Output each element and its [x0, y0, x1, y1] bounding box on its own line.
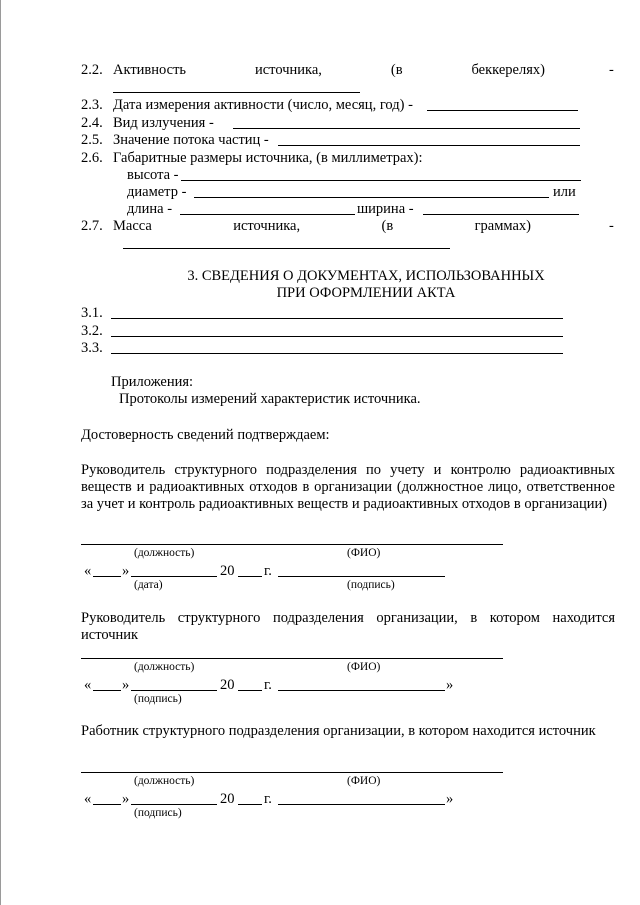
doc-item-line[interactable]: [111, 318, 563, 319]
diameter-label: диаметр -: [127, 184, 187, 200]
date-open-quote: «: [84, 791, 92, 807]
day-field-line[interactable]: [93, 690, 121, 691]
signatory-1-description: Руководитель структурного подразделения по учету и контролю радиоактивных веществ и радиоактивных отходов в организации (должностное лицо, ответственное за учет и контроль радиоактивных веществ и радиоактивных отходов в организации): [81, 462, 615, 512]
word: (в: [390, 62, 403, 78]
date-caption: (дата): [134, 579, 163, 591]
word: Масса: [113, 218, 152, 234]
signatory-1-position-line[interactable]: [81, 544, 503, 545]
position-caption: (должность): [134, 775, 195, 787]
mass-field-line[interactable]: [123, 248, 450, 249]
signature-caption: (подпись): [347, 579, 395, 591]
date-open-quote: «: [84, 563, 92, 579]
length-label: длина -: [127, 201, 173, 217]
position-caption: (должность): [134, 547, 195, 559]
or-label: или: [553, 184, 576, 200]
item-number: 2.2.: [81, 62, 103, 78]
position-caption: (должность): [134, 661, 195, 673]
radiation-type-field-line[interactable]: [233, 128, 580, 129]
confirm-text: Достоверность сведений подтверждаем:: [81, 427, 330, 443]
doc-item-line[interactable]: [111, 353, 563, 354]
width-label: ширина -: [357, 201, 414, 217]
date-close-quote: »: [122, 791, 130, 807]
doc-item-number: 3.1.: [81, 305, 103, 321]
signatory-2-position-line[interactable]: [81, 658, 503, 659]
word: источника,: [254, 62, 322, 78]
year-prefix: 20: [220, 677, 235, 693]
signatory-3-description: Работник структурного подразделения организации, в котором находится источник: [81, 723, 596, 739]
mass-label: [113, 218, 531, 235]
year-suffix: г.: [264, 791, 272, 807]
day-field-line[interactable]: [93, 576, 121, 577]
item-number: 2.6.: [81, 150, 103, 166]
year-field-line[interactable]: [238, 576, 262, 577]
month-field-line[interactable]: [131, 576, 217, 577]
appendix-text: Протоколы измерений характеристик источника.: [119, 391, 421, 407]
height-label: высота -: [127, 167, 179, 183]
section-3-title-line1: 3. СВЕДЕНИЯ О ДОКУМЕНТАХ, ИСПОЛЬЗОВАННЫХ: [187, 268, 545, 284]
word: граммах): [474, 218, 531, 234]
word: беккерелях): [471, 62, 545, 78]
diameter-field-line[interactable]: [194, 197, 549, 198]
year-field-line[interactable]: [238, 804, 262, 805]
signatory-3-position-line[interactable]: [81, 772, 503, 773]
date-close-quote: »: [122, 677, 130, 693]
year-prefix: 20: [220, 563, 235, 579]
date-close-quote: »: [122, 563, 130, 579]
doc-item-line[interactable]: [111, 336, 563, 337]
signature-caption: (подпись): [134, 807, 182, 819]
item-number: 2.4.: [81, 115, 103, 131]
dash: -: [609, 62, 614, 78]
month-field-line[interactable]: [131, 690, 217, 691]
measure-date-field-line[interactable]: [427, 110, 578, 111]
end-close-quote: »: [446, 677, 454, 693]
width-field-line[interactable]: [423, 214, 579, 215]
end-close-quote: »: [446, 791, 454, 807]
flux-field-line[interactable]: [278, 145, 580, 146]
dimensions-label: Габаритные размеры источника, (в миллиметрах):: [113, 150, 423, 166]
radiation-type-label: Вид излучения -: [113, 115, 214, 131]
signature-field-line[interactable]: [278, 576, 445, 577]
year-suffix: г.: [264, 677, 272, 693]
height-field-line[interactable]: [181, 180, 581, 181]
date-open-quote: «: [84, 677, 92, 693]
activity-field-line[interactable]: [113, 92, 360, 93]
signature-field-line[interactable]: [278, 804, 445, 805]
day-field-line[interactable]: [93, 804, 121, 805]
month-field-line[interactable]: [131, 804, 217, 805]
measure-date-label: Дата измерения активности (число, месяц, год) -: [113, 97, 413, 113]
length-field-line[interactable]: [180, 214, 355, 215]
dash: -: [609, 218, 614, 234]
fio-caption: (ФИО): [347, 661, 381, 673]
activity-label: [113, 62, 545, 79]
fio-caption: (ФИО): [347, 547, 381, 559]
year-suffix: г.: [264, 563, 272, 579]
word: Активность: [113, 62, 187, 78]
year-field-line[interactable]: [238, 690, 262, 691]
item-number: 2.3.: [81, 97, 103, 113]
signatory-2-description: Руководитель структурного подразделения организации, в котором находится источник: [81, 610, 615, 643]
signature-field-line[interactable]: [278, 690, 445, 691]
item-number: 2.7.: [81, 218, 103, 234]
word: источника,: [233, 218, 301, 234]
word: (в: [381, 218, 394, 234]
section-3-title-line2: ПРИ ОФОРМЛЕНИИ АКТА: [276, 285, 456, 301]
flux-label: Значение потока частиц -: [113, 132, 269, 148]
year-prefix: 20: [220, 791, 235, 807]
fio-caption: (ФИО): [347, 775, 381, 787]
item-number: 2.5.: [81, 132, 103, 148]
doc-item-number: 3.2.: [81, 323, 103, 339]
doc-item-number: 3.3.: [81, 340, 103, 356]
signature-caption: (подпись): [134, 693, 182, 705]
appendix-label: Приложения:: [111, 374, 194, 390]
